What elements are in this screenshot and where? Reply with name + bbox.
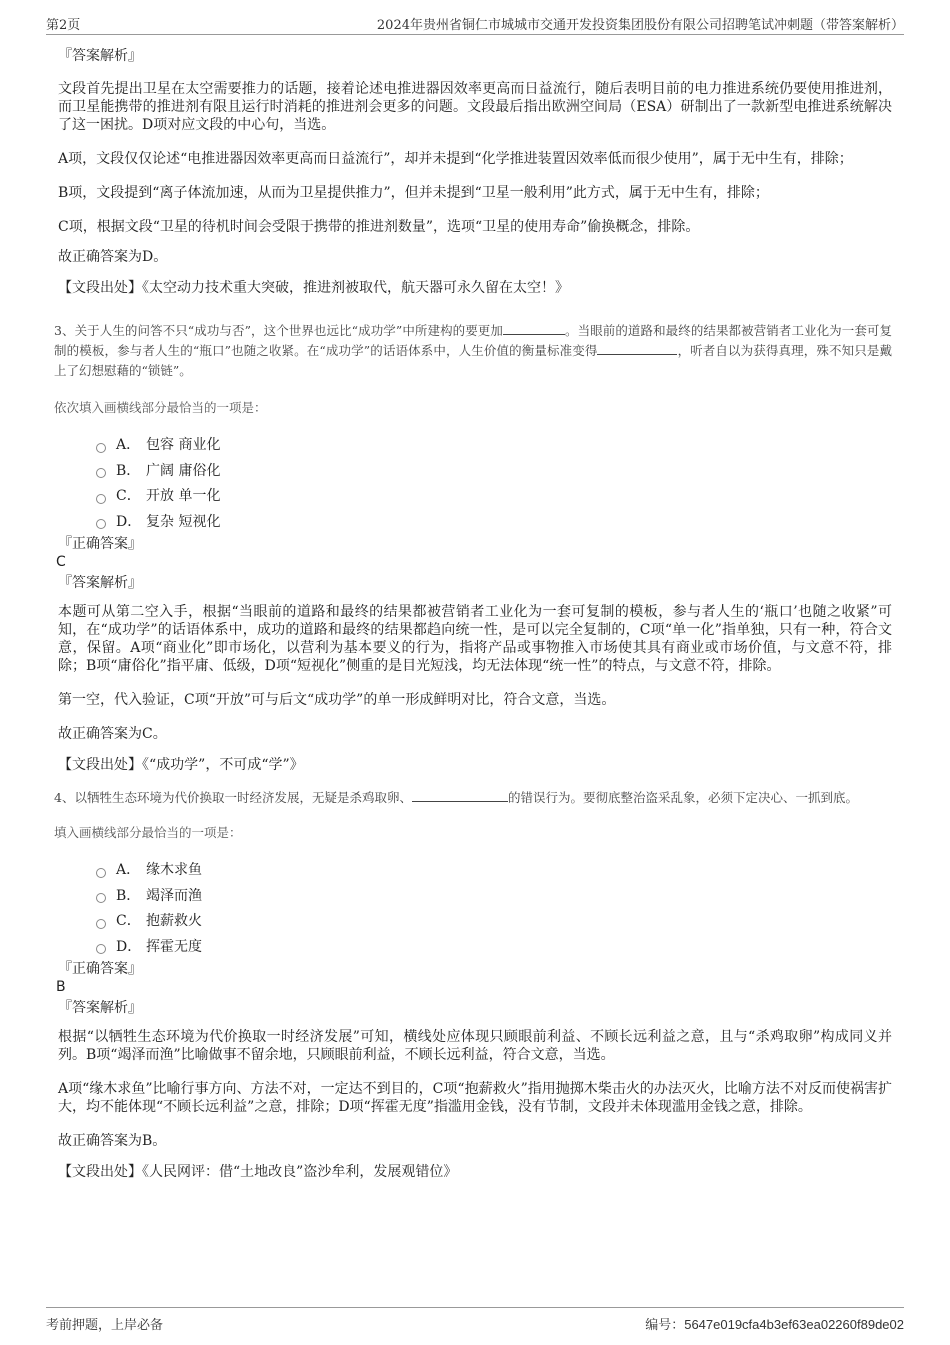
source-citation: 【文段出处】《“成功学”，不可成“学”》 [58,757,304,773]
option-d[interactable]: D． 复杂 短视化 [96,510,892,536]
radio-icon[interactable] [96,443,106,453]
option-c[interactable]: C． 抱薪救火 [96,909,892,935]
analysis-paragraph: C项，根据文段“卫星的待机时间会受限于携带的推进剂数量”，选项“卫星的使用寿命”偷换概念，排除。 [58,219,700,235]
option-a[interactable]: A． 缘木求鱼 [96,858,892,884]
option-list [58,858,892,960]
fill-blank [503,322,565,335]
analysis-paragraph: 文段首先提出卫星在太空需要推力的话题，接着论述电推进器因效率更高而日益流行，随后表明目前的电力推进系统仍要使用推进剂，而卫星能携带的推进剂有限且运行时消耗的推进剂会更多的问题。文段最后指出欧洲空间局（ESA）研制出了一款新型电推进系统解决了这一困扰。D项对应文段的中心句，当选。 [58,81,892,133]
document-title: 2024年贵州省铜仁市城城市交通开发投资集团股份有限公司招聘笔试冲刺题（带答案解析） [376,18,904,33]
option-a[interactable]: A． 包容 商业化 [96,433,892,459]
page-footer [46,1307,904,1333]
radio-icon[interactable] [96,494,106,504]
radio-icon[interactable] [96,893,106,903]
option-list [58,433,892,535]
radio-icon[interactable] [96,519,106,529]
option-d[interactable]: D． 挥霍无度 [96,935,892,961]
correct-answer-heading: 『正确答案』 [58,961,142,977]
page-number: 第2页 [46,18,81,33]
fill-blank [597,342,677,355]
analysis-paragraph: A项，文段仅仅论述“电推进器因效率更高而日益流行”，却并未提到“化学推进装置因效率低而很少使用”，属于无中生有，排除； [58,151,853,167]
correct-answer: C [56,554,66,570]
page-header [46,12,904,35]
document-code: 编号：5647e019cfa4b3ef63ea02260f89de02 [645,1317,904,1333]
analysis-paragraph: B项，文段提到“离子体流加速，从而为卫星提供推力”，但并未提到“卫星一般利用”此方式，属于无中生有，排除； [58,185,769,201]
correct-answer: B [56,979,66,995]
question-4-text: 4、以牺牲生态环境为代价换取一时经济发展，无疑是杀鸡取卵、 的错误行为。要彻底整治盗采乱象，必须下定决心、一抓到底。 [54,790,858,805]
answer-conclusion: 故正确答案为B。 [58,1133,167,1149]
analysis-heading: 『答案解析』 [58,575,142,591]
radio-icon[interactable] [96,468,106,478]
option-b[interactable]: B． 竭泽而渔 [96,884,892,910]
page-content [54,46,892,1181]
footer-slogan: 考前押题，上岸必备 [46,1318,164,1333]
radio-icon[interactable] [96,944,106,954]
analysis-paragraph: A项“缘木求鱼”比喻行事方向、方法不对，一定达不到目的，C项“抱薪救火”指用抛掷木柴击火的办法灭火，比喻方法不对反而使祸害扩大，均不能体现“不顾长远利益”之意，排除；D项“挥霍无度”指滥用金钱，没有节制，文段并未体现滥用金钱之意，排除。 [58,1081,892,1115]
analysis-paragraph: 本题可从第二空入手，根据“当眼前的道路和最终的结果都被营销者工业化为一套可复制的模板，参与者人生的‘瓶口’也随之收紧”可知，在“成功学”的话语体系中，成功的道路和最终的结果都趋向统一性，是可以完全复制的，C项“单一化”指单独，只有一种，符合文意，保留。A项“商业化”即市场化，以营利为基本要义的行为，指将产品或事物推入市场使其具有商业或市场价值，与文意不符，排除；B项“庸俗化”指平庸、低级，D项“短视化”侧重的是目光短浅，均无法体现“统一性”的特点，与文意不符，排除。 [58,604,892,674]
analysis-heading: 『答案解析』 [58,1000,142,1016]
question-prompt: 依次填入画横线部分最恰当的一项是： [54,400,267,415]
analysis-paragraph: 第一空，代入验证，C项“开放”可与后文“成功学”的单一形成鲜明对比，符合文意，当选。 [58,692,616,708]
question-prompt: 填入画横线部分最恰当的一项是： [54,825,242,840]
radio-icon[interactable] [96,919,106,929]
correct-answer-heading: 『正确答案』 [58,536,142,552]
radio-icon[interactable] [96,868,106,878]
option-c[interactable]: C． 开放 单一化 [96,484,892,510]
answer-conclusion: 故正确答案为D。 [58,249,168,265]
fill-blank [412,789,508,802]
option-b[interactable]: B． 广阔 庸俗化 [96,459,892,485]
source-citation: 【文段出处】《人民网评：借“土地改良”盗沙牟利，发展观错位》 [58,1164,458,1180]
analysis-heading: 『答案解析』 [58,48,142,64]
question-3-text: 3、关于人生的问答不只“成功与否”，这个世界也远比“成功学”中所建构的要更加 。当眼前的道路和最终的结果都被营销者工业化为一套可复制的模板，参与者人生的“瓶口”也随之收紧。在“成功学”的话语体系中，人生价值的衡量标准变得 ，听者自以为获得真理，殊不知只是戴上了幻想慰藉的“锁链”。 [54,323,892,378]
analysis-paragraph: 根据“以牺牲生态环境为代价换取一时经济发展”可知，横线处应体现只顾眼前利益、不顾长远利益之意，且与“杀鸡取卵”构成同义并列。B项“竭泽而渔”比喻做事不留余地，只顾眼前利益，不顾长远利益，符合文意，当选。 [58,1029,892,1063]
source-citation: 【文段出处】《太空动力技术重大突破，推进剂被取代，航天器可永久留在太空！》 [58,280,569,296]
answer-conclusion: 故正确答案为C。 [58,726,167,742]
